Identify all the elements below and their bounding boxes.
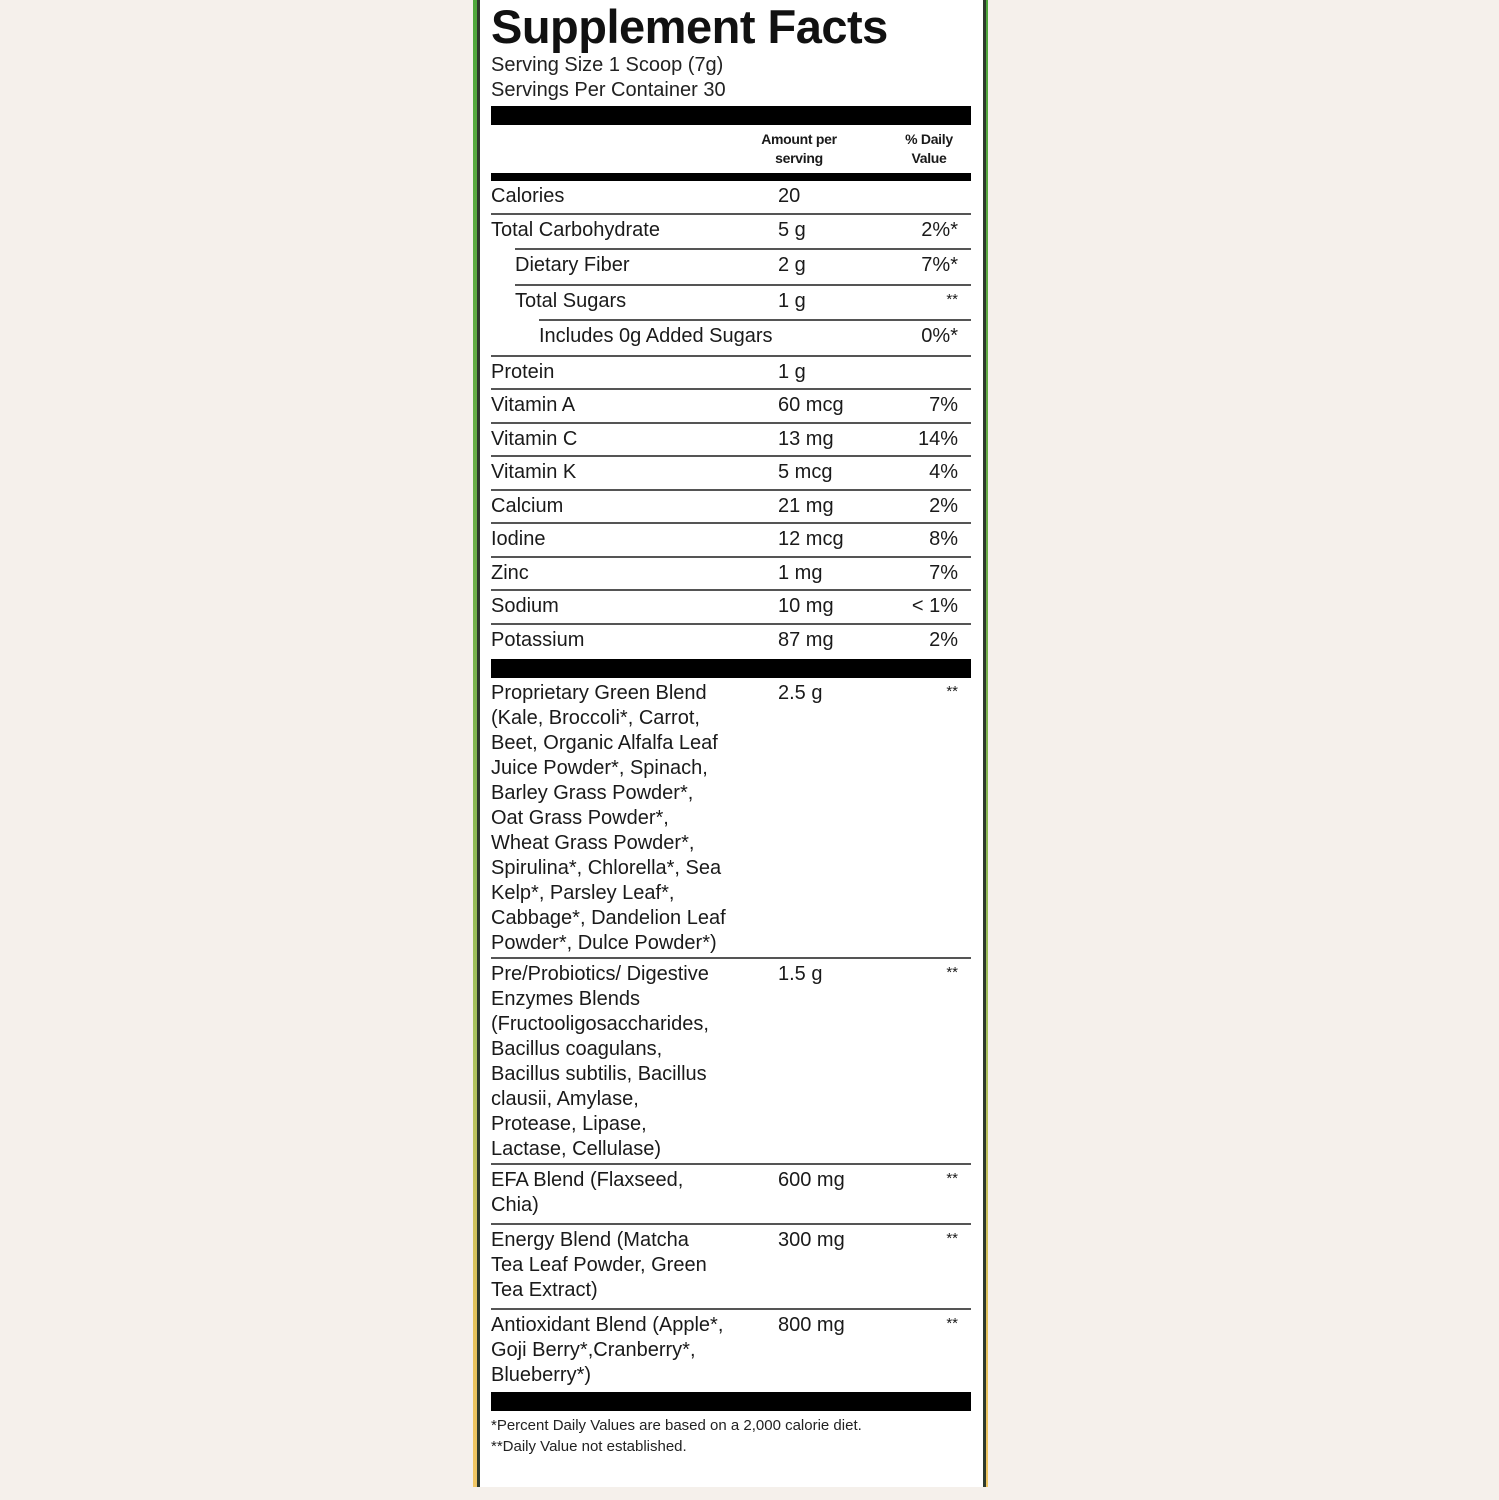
nutrient-amount: 10 mg: [778, 595, 834, 617]
nutrient-dv: **: [946, 290, 958, 308]
blend-line: Antioxidant Blend (Apple*,: [491, 1314, 724, 1336]
nutrient-name: Protein: [491, 360, 555, 383]
nutrient-row-dietary-fiber: [515, 250, 971, 284]
blend-line: Blueberry*): [491, 1364, 592, 1386]
amount-header-line2: serving: [775, 150, 823, 166]
blend-line: clausii, Amylase,: [491, 1088, 639, 1110]
nutrient-amount: 12 mcg: [778, 528, 844, 550]
nutrient-row-iodine: [491, 524, 971, 558]
nutrient-row-total-carbohydrate: [491, 215, 971, 249]
nutrient-row-potassium: [491, 625, 971, 659]
nutrient-dv: 4%: [929, 461, 958, 483]
indent-block-added-sugars: [539, 319, 971, 355]
divider-thick-footer: [491, 1392, 971, 1411]
nutrient-dv: 7%: [929, 394, 958, 416]
blend-line: Bacillus coagulans,: [491, 1038, 663, 1060]
blend-line: (Fructooligosaccharides,: [491, 1013, 709, 1035]
blend-line: Pre/Probiotics/ Digestive: [491, 963, 709, 985]
nutrient-name: Includes 0g Added Sugars: [539, 325, 773, 347]
blend-description: [491, 1168, 766, 1218]
nutrient-name: Vitamin A: [491, 394, 576, 416]
indent-block-sugars: [515, 284, 971, 320]
daily-value-header: [899, 130, 959, 168]
nutrient-name: Zinc: [491, 561, 529, 584]
label-frame: [473, 0, 988, 1487]
nutrient-dv: 2%: [929, 494, 958, 517]
blend-line: Beet, Organic Alfalfa Leaf: [491, 732, 718, 754]
nutrient-dv: 7%*: [921, 254, 958, 276]
nutrient-amount: 1 g: [778, 289, 806, 312]
amount-header: [749, 130, 849, 168]
nutrient-dv: < 1%: [911, 595, 958, 617]
dv-header-line2: Value: [911, 150, 947, 166]
nutrient-row-calcium: [491, 491, 971, 525]
blend-line: Chia): [491, 1194, 539, 1216]
divider-medium: [491, 173, 971, 181]
nutrient-dv: 8%: [929, 528, 958, 550]
blend-row-efa: [491, 1165, 971, 1225]
blend-line: Cabbage*, Dandelion Leaf: [491, 907, 726, 929]
nutrient-amount: 5 mcg: [778, 461, 833, 483]
blend-row-probiotics: [491, 959, 971, 1165]
nutrient-row-vitamin-k: [491, 457, 971, 491]
nutrient-amount: 21 mg: [778, 494, 834, 517]
servings-per-container: Servings Per Container 30: [491, 79, 726, 101]
supplement-facts-content: [491, 0, 971, 1457]
footnote-daily-values: *Percent Daily Values are based on a 2,000 calorie diet.: [491, 1417, 862, 1434]
nutrient-amount: 20: [778, 185, 801, 207]
blend-line: Energy Blend (Matcha: [491, 1229, 689, 1251]
blend-line: Juice Powder*, Spinach,: [491, 757, 708, 779]
label-title: Supplement Facts: [491, 0, 888, 53]
blend-line: Barley Grass Powder*,: [491, 782, 694, 804]
blend-amount: 1.5 g: [778, 963, 823, 985]
blend-row-antioxidant: [491, 1310, 971, 1392]
blend-line: Oat Grass Powder*,: [491, 807, 669, 829]
nutrient-name: Total Carbohydrate: [491, 218, 660, 241]
blend-line: Spirulina*, Chlorella*, Sea: [491, 857, 722, 879]
nutrient-amount: 13 mg: [778, 427, 834, 450]
nutrient-name: Vitamin C: [491, 427, 578, 450]
nutrient-dv: 7%: [929, 561, 958, 584]
footnotes: [491, 1415, 971, 1457]
blend-dv: **: [946, 1170, 958, 1187]
nutrient-name: Dietary Fiber: [515, 254, 630, 276]
dv-header-line1: % Daily: [905, 131, 953, 147]
column-header: [491, 125, 971, 173]
nutrient-name: Calcium: [491, 494, 564, 517]
blend-description: [491, 681, 766, 956]
nutrient-row-calories: [491, 181, 971, 215]
nutrient-row-vitamin-c: [491, 424, 971, 458]
divider-thick: [491, 659, 971, 678]
nutrient-amount: 60 mcg: [778, 394, 844, 416]
nutrient-name: Total Sugars: [515, 289, 627, 312]
blend-line: EFA Blend (Flaxseed,: [491, 1169, 684, 1191]
blend-dv: **: [946, 1315, 958, 1332]
blend-line: Proprietary Green Blend: [491, 682, 707, 704]
nutrient-row-added-sugars: [539, 321, 971, 355]
nutrient-row-total-sugars: [515, 286, 971, 320]
blend-line: Enzymes Blends: [491, 988, 640, 1010]
nutrient-dv: 14%: [917, 427, 958, 450]
footnote-not-established: **Daily Value not established.: [491, 1438, 687, 1455]
nutrient-amount: 2 g: [778, 254, 806, 276]
nutrient-name: Iodine: [491, 528, 546, 550]
blend-dv: **: [946, 1230, 958, 1247]
blend-line: Protease, Lipase,: [491, 1113, 647, 1135]
blend-line: Tea Extract): [491, 1279, 598, 1301]
blend-amount: 2.5 g: [778, 682, 823, 704]
blend-row-energy: [491, 1225, 971, 1310]
blend-amount: 300 mg: [778, 1229, 845, 1251]
amount-header-line1: Amount per: [761, 131, 837, 147]
nutrient-name: Vitamin K: [491, 461, 577, 483]
nutrient-name: Potassium: [491, 628, 585, 651]
blend-line: Lactase, Cellulase): [491, 1138, 662, 1160]
nutrient-amount: 1 mg: [778, 561, 823, 584]
blend-line: Powder*, Dulce Powder*): [491, 932, 717, 954]
blend-amount: 800 mg: [778, 1314, 845, 1336]
serving-size: Serving Size 1 Scoop (7g): [491, 54, 724, 76]
nutrient-amount: 1 g: [778, 360, 806, 383]
blend-line: Goji Berry*,Cranberry*,: [491, 1339, 696, 1361]
blend-row-green: [491, 678, 971, 959]
blend-line: Tea Leaf Powder, Green: [491, 1254, 707, 1276]
blend-line: Wheat Grass Powder*,: [491, 832, 695, 854]
blend-dv: **: [946, 964, 958, 981]
nutrient-name: Sodium: [491, 595, 559, 617]
blend-line: (Kale, Broccoli*, Carrot,: [491, 707, 700, 729]
blend-line: Kelp*, Parsley Leaf*,: [491, 882, 675, 904]
nutrient-dv: 2%: [929, 628, 958, 651]
nutrient-amount: 87 mg: [778, 628, 834, 651]
nutrient-row-vitamin-a: [491, 390, 971, 424]
blend-description: [491, 1228, 766, 1303]
indent-block-fiber: [515, 248, 971, 284]
nutrient-row-protein: [491, 357, 971, 391]
blend-description: [491, 962, 766, 1162]
blend-line: Bacillus subtilis, Bacillus: [491, 1063, 707, 1085]
blend-dv: **: [946, 683, 958, 700]
blend-amount: 600 mg: [778, 1169, 845, 1191]
nutrient-row-sodium: [491, 591, 971, 625]
supplement-facts-panel: [480, 0, 983, 1487]
blend-description: [491, 1313, 766, 1388]
nutrient-name: Calories: [491, 185, 565, 207]
nutrient-amount: 5 g: [778, 218, 806, 241]
nutrient-row-zinc: [491, 558, 971, 592]
nutrient-dv: 0%*: [921, 325, 958, 347]
divider-thick: [491, 106, 971, 125]
nutrient-dv: 2%*: [921, 218, 958, 241]
